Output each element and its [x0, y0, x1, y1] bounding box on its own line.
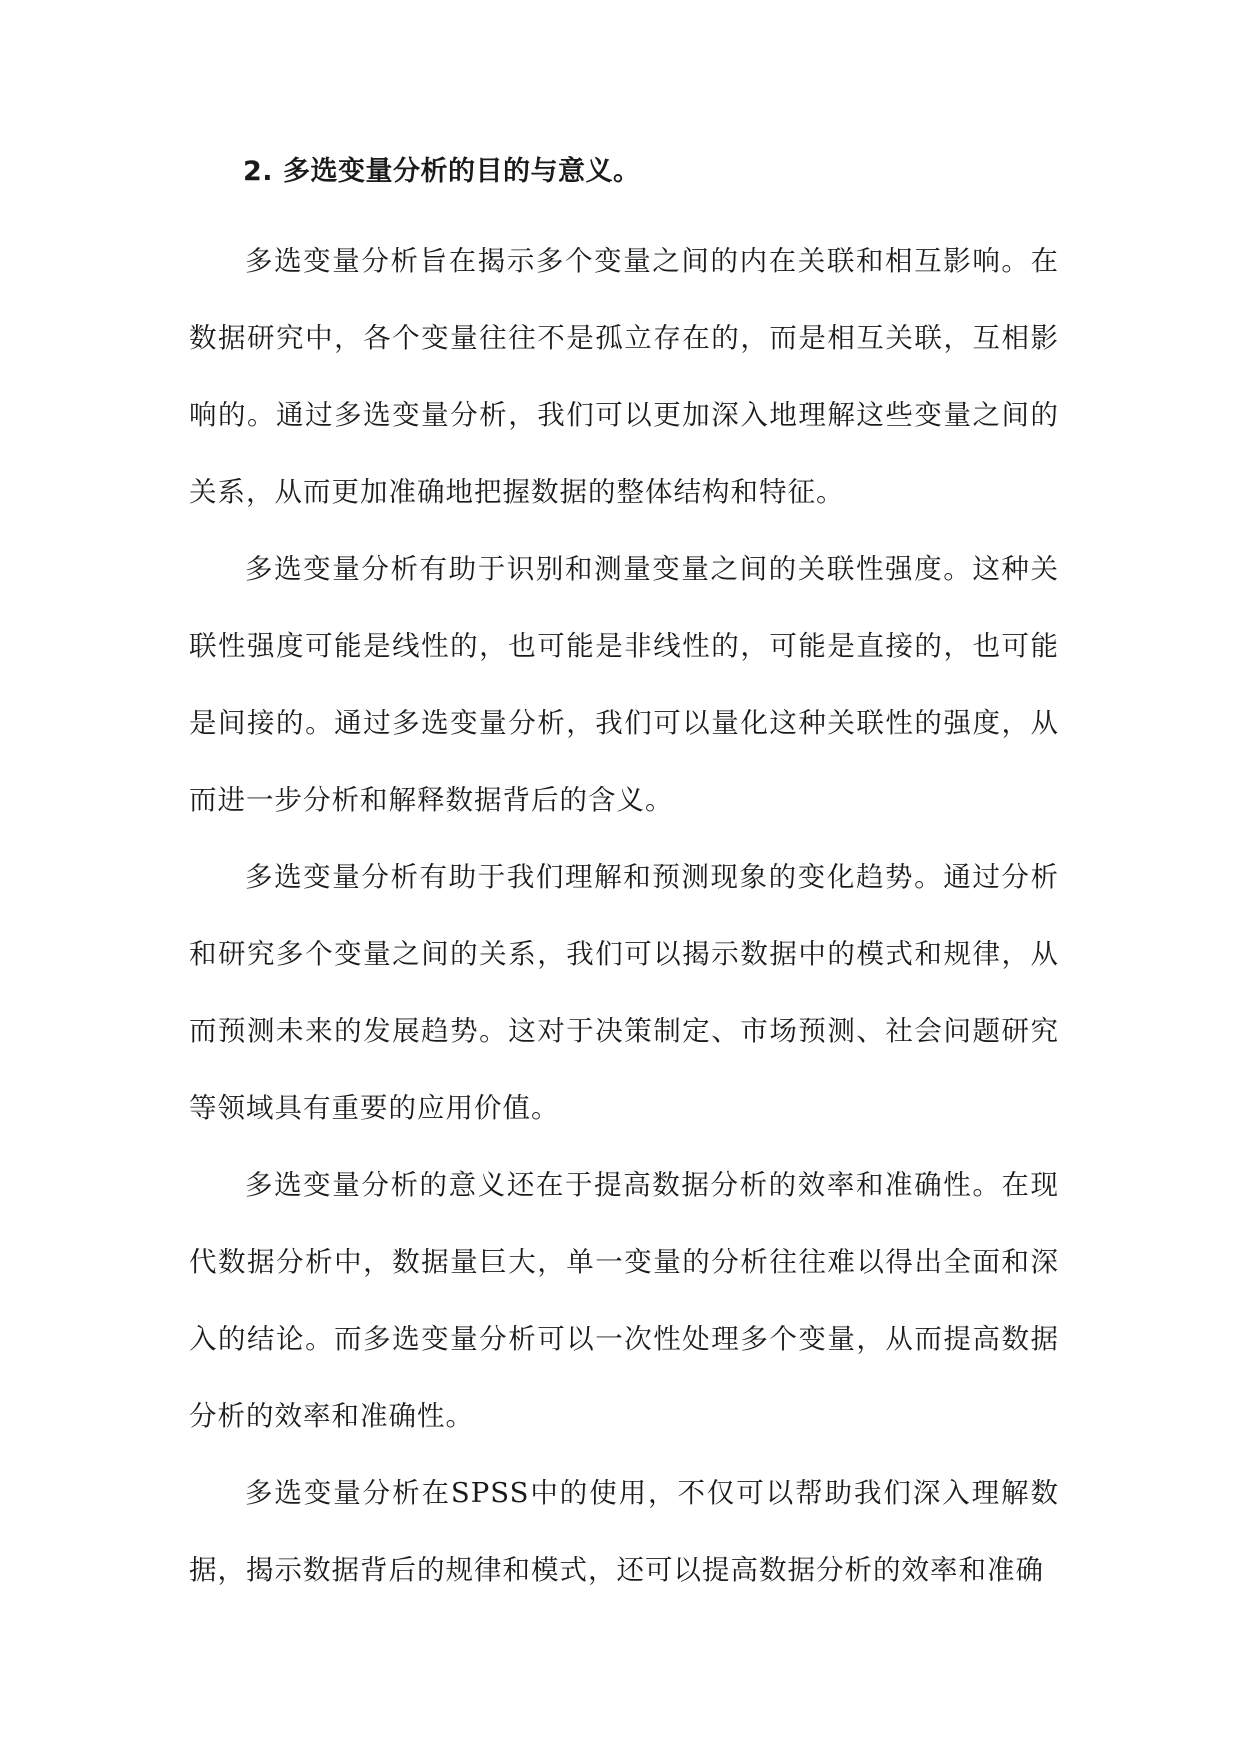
- paragraph-1: 多选变量分析旨在揭示多个变量之间的内在关联和相互影响。在数据研究中，各个变量往往不是孤立存在的，而是相互关联，互相影响的。通过多选变量分析，我们可以更加深入地理解这些变量之间的关系，从而更加准确地把握数据的整体结构和特征。: [189, 245, 1059, 508]
- paragraph-4: 多选变量分析的意义还在于提高数据分析的效率和准确性。在现代数据分析中，数据量巨大，单一变量的分析往往难以得出全面和深入的结论。而多选变量分析可以一次性处理多个变量，从而提高数据分析的效率和准确性。: [189, 1169, 1059, 1432]
- paragraph-3: 多选变量分析有助于我们理解和预测现象的变化趋势。通过分析和研究多个变量之间的关系，我们可以揭示数据中的模式和规律，从而预测未来的发展趋势。这对于决策制定、市场预测、社会问题研究等领域具有重要的应用价值。: [189, 861, 1059, 1124]
- document-body: [189, 147, 1059, 1609]
- section-heading: 2. 多选变量分析的目的与意义。: [243, 156, 641, 187]
- paragraph-2: 多选变量分析有助于识别和测量变量之间的关联性强度。这种关联性强度可能是线性的，也可能是非线性的，可能是直接的，也可能是间接的。通过多选变量分析，我们可以量化这种关联性的强度，从而进一步分析和解释数据背后的含义。: [189, 553, 1059, 816]
- paragraph-5: 多选变量分析在SPSS中的使用，不仅可以帮助我们深入理解数据，揭示数据背后的规律和模式，还可以提高数据分析的效率和准确: [189, 1477, 1059, 1586]
